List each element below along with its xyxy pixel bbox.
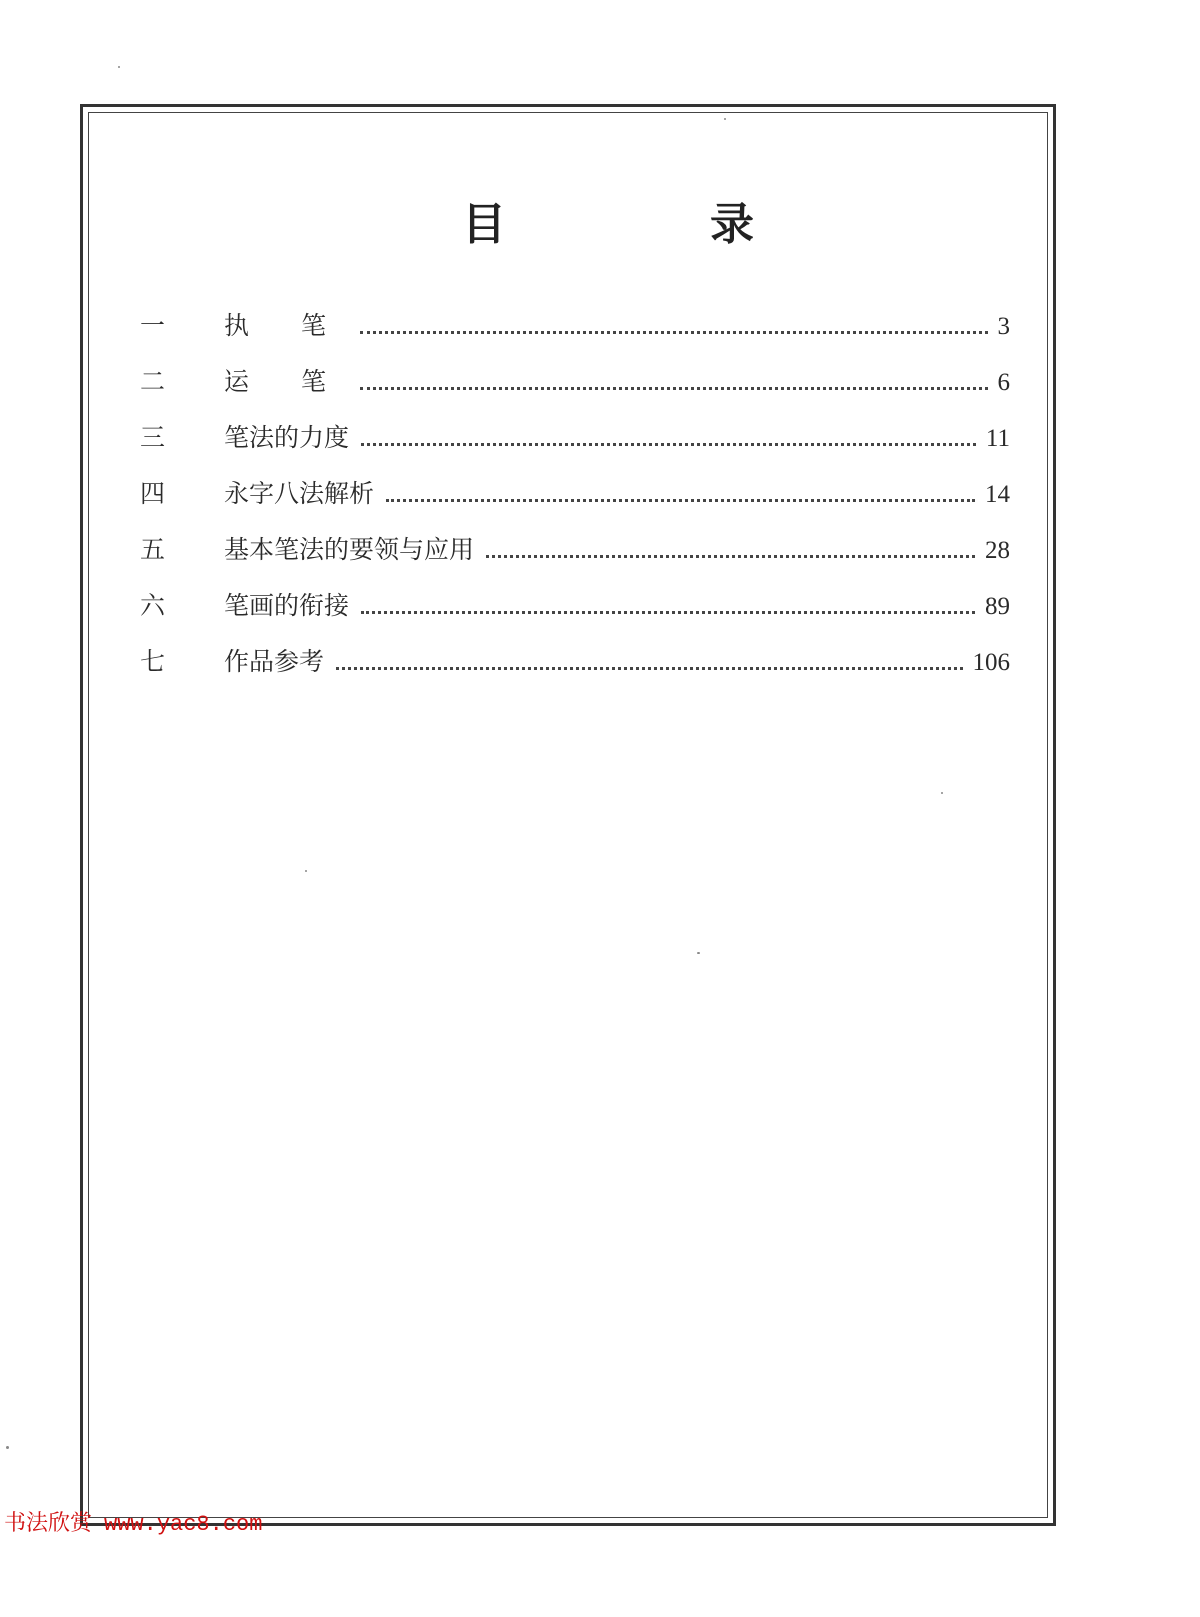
toc-item-page: 28 [985,537,1010,564]
page-title: 目 录 [462,199,834,250]
toc-item-title: 永字八法解析 [224,479,375,508]
toc-item-number: 六 [140,591,166,620]
dot-leader [336,667,962,670]
toc-item-title: 执 笔 [224,311,348,340]
toc-item-title: 基本笔法的要领与应用 [224,535,475,564]
toc-item-number: 二 [140,367,166,396]
dot-leader [360,331,988,334]
dot-leader [486,555,975,558]
dot-leader [386,499,975,502]
toc-item-page: 6 [997,369,1010,396]
dot-leader [360,387,988,390]
toc-item-number: 七 [140,647,166,676]
toc-item-title: 笔法的力度 [224,423,350,452]
toc-item-page: 89 [985,593,1010,620]
toc-item[interactable] [140,362,1010,418]
toc-item[interactable] [140,642,1010,698]
toc-item[interactable] [140,586,1010,642]
dot-leader [361,611,975,614]
paper-speck [305,870,307,872]
toc-item-title: 运 笔 [224,367,348,396]
paper-speck [941,792,943,794]
toc-item-number: 一 [140,311,166,340]
toc-item-page: 3 [997,313,1010,340]
dot-leader [361,443,976,446]
paper-speck [724,118,726,120]
toc-item-page: 106 [972,649,1010,676]
toc-item-number: 三 [140,423,166,452]
watermark-text: 书法欣赏 [4,1511,93,1536]
toc-item-number: 四 [140,479,166,508]
toc-item-page: 11 [985,425,1010,452]
site-watermark [4,1506,262,1537]
paper-speck [118,66,120,68]
toc-item-number: 五 [140,535,166,564]
toc-item[interactable] [140,418,1010,474]
toc-item[interactable] [140,474,1010,530]
toc-item-page: 14 [985,481,1010,508]
table-of-contents [140,306,1010,698]
toc-item-title: 笔画的衔接 [224,591,350,620]
toc-item[interactable] [140,306,1010,362]
paper-speck [697,952,700,954]
watermark-url[interactable]: www.yac8.com [104,1512,263,1537]
paper-speck [6,1446,9,1449]
toc-item[interactable] [140,530,1010,586]
toc-item-title: 作品参考 [224,647,325,676]
